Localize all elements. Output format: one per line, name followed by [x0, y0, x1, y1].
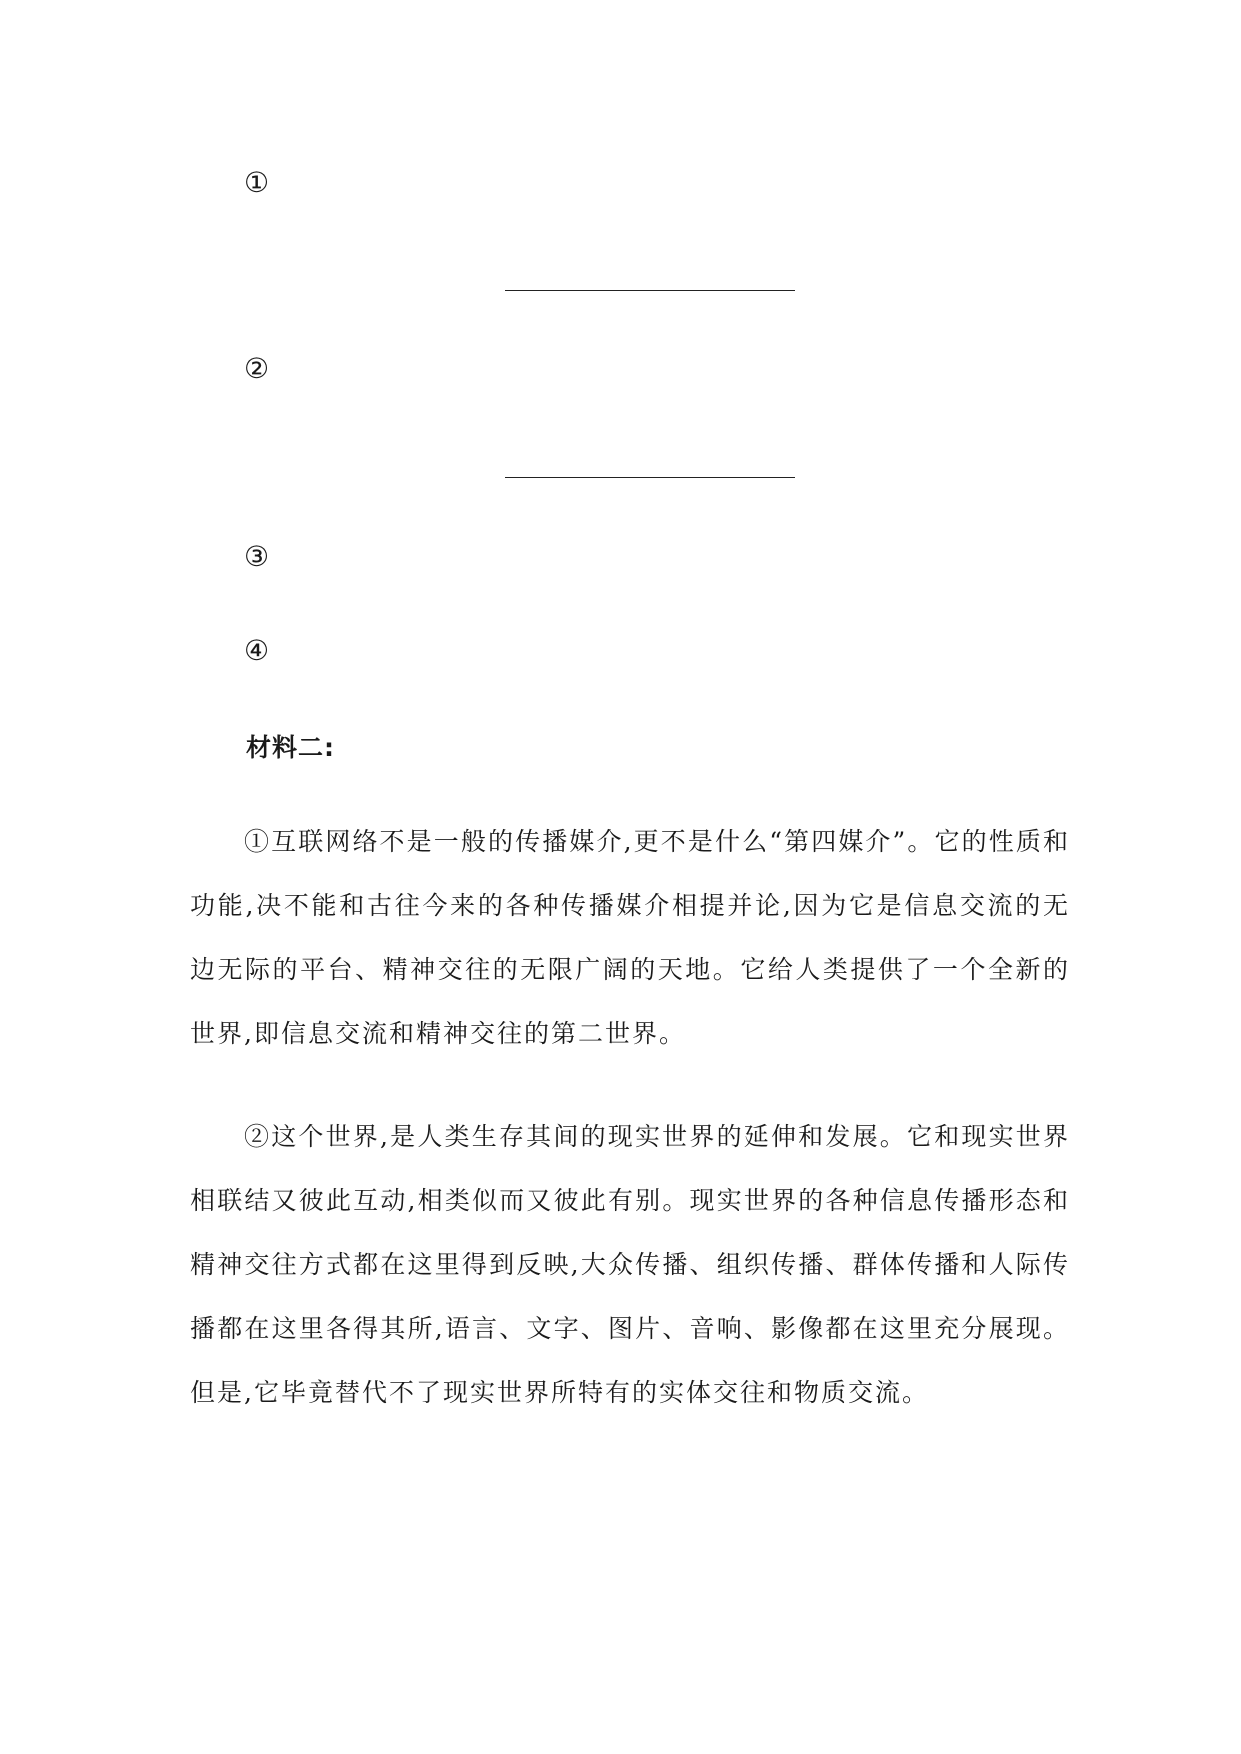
paragraph-1: ①互联网络不是一般的传播媒介,更不是什么“第四媒介”。它的性质和功能,决不能和古往今来的各种传播媒介相提并论,因为它是信息交流的无边无际的平台、精神交往的无限广阔的天地。它给人类提供了一个全新的世界,即信息交流和精神交往的第二世界。: [190, 827, 1070, 1048]
answer-marker-1: ①: [244, 166, 270, 199]
answer-blank-line-2[interactable]: [505, 477, 795, 478]
section-heading: 材料二:: [246, 733, 335, 762]
paragraph-2: ②这个世界,是人类生存其间的现实世界的延伸和发展。它和现实世界相联结又彼此互动,相类似而又彼此有别。现实世界的各种信息传播形态和精神交往方式都在这里得到反映,大众传播、组织传播、群体传播和人际传播都在这里各得其所,语言、文字、图片、音响、影像都在这里充分展现。但是,它毕竟替代不了现实世界所特有的实体交往和物质交流。: [190, 1122, 1070, 1407]
answer-marker-2: ②: [244, 352, 270, 385]
answer-marker-4: ④: [244, 634, 270, 667]
answer-blank-line-1[interactable]: [505, 290, 795, 291]
answer-marker-3: ③: [244, 540, 270, 573]
